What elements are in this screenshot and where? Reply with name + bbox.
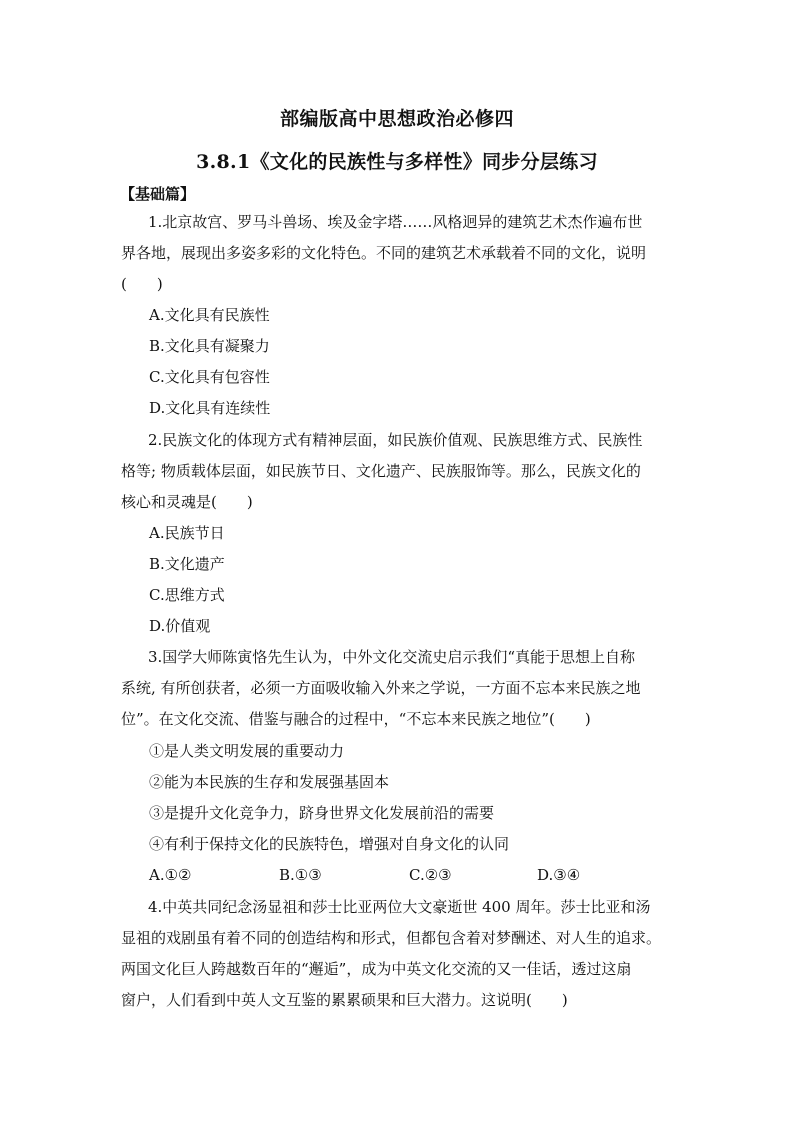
- question-text-line: 格等; 物质载体层面，如民族节日、文化遗产、民族服饰等。那么，民族文化的: [121, 462, 641, 480]
- question-text-line: 系统, 有所创获者，必须一方面吸收输入外来之学说，一方面不忘本来民族之地: [121, 679, 641, 697]
- question-text-line: 界各地，展现出多姿多彩的文化特色。不同的建筑艺术承载着不同的文化，说明: [121, 244, 647, 262]
- answer-option: B.文化具有凝聚力: [149, 337, 270, 355]
- statement-item: ④有利于保持文化的民族特色，增强对自身文化的认同: [149, 835, 510, 853]
- statement-item: ②能为本民族的生存和发展强基固本: [149, 773, 390, 791]
- document-title: 部编版高中思想政治必修四: [279, 108, 514, 130]
- answer-options-row: [149, 865, 619, 887]
- question-text-line: 两国文化巨人跨越数百年的“邂逅”，成为中英文化交流的又一佳话，透过这扇: [121, 960, 632, 978]
- question-text-line: 4.中英共同纪念汤显祖和莎士比亚两位大文豪逝世 400 周年。莎士比亚和汤: [148, 898, 651, 916]
- question-text-line: 位”。在文化交流、借鉴与融合的过程中，“不忘本来民族之地位”( ): [121, 710, 591, 728]
- answer-option: C.思维方式: [149, 586, 225, 604]
- answer-option: B.文化遗产: [149, 555, 225, 573]
- answer-option: C.文化具有包容性: [149, 368, 270, 386]
- question-text-line: 显祖的戏剧虽有着不同的创造结构和形式，但都包含着对梦酬述、对人生的追求。: [121, 929, 662, 947]
- answer-option: B.①③: [279, 866, 322, 884]
- answer-option: A.①②: [149, 866, 192, 884]
- answer-option: A.民族节日: [149, 524, 225, 542]
- answer-option: D.③④: [537, 866, 581, 884]
- answer-option: D.价值观: [149, 617, 211, 635]
- question-text-line: 1.北京故宫、罗马斗兽场、埃及金字塔……风格迥异的建筑艺术杰作遍布世: [148, 213, 643, 231]
- question-text-line: 窗户，人们看到中英人文互鉴的累累硕果和巨大潜力。这说明( ): [121, 991, 568, 1009]
- section-heading: 【基础篇】: [120, 185, 196, 203]
- question-text-line: ( ): [121, 275, 163, 293]
- statement-item: ①是人类文明发展的重要动力: [149, 742, 345, 760]
- answer-option: D.文化具有连续性: [149, 399, 271, 417]
- answer-option: A.文化具有民族性: [149, 306, 270, 324]
- answer-option: C.②③: [409, 866, 452, 884]
- question-text-line: 2.民族文化的体现方式有精神层面，如民族价值观、民族思维方式、民族性: [148, 431, 643, 449]
- statement-item: ③是提升文化竞争力，跻身世界文化发展前沿的需要: [149, 804, 495, 822]
- question-text-line: 3.国学大师陈寅恪先生认为，中外文化交流史启示我们“真能于思想上自称: [148, 648, 635, 666]
- question-text-line: 核心和灵魂是( ): [121, 493, 253, 511]
- document-subtitle: 3.8.1《文化的民族性与多样性》同步分层练习: [196, 151, 598, 173]
